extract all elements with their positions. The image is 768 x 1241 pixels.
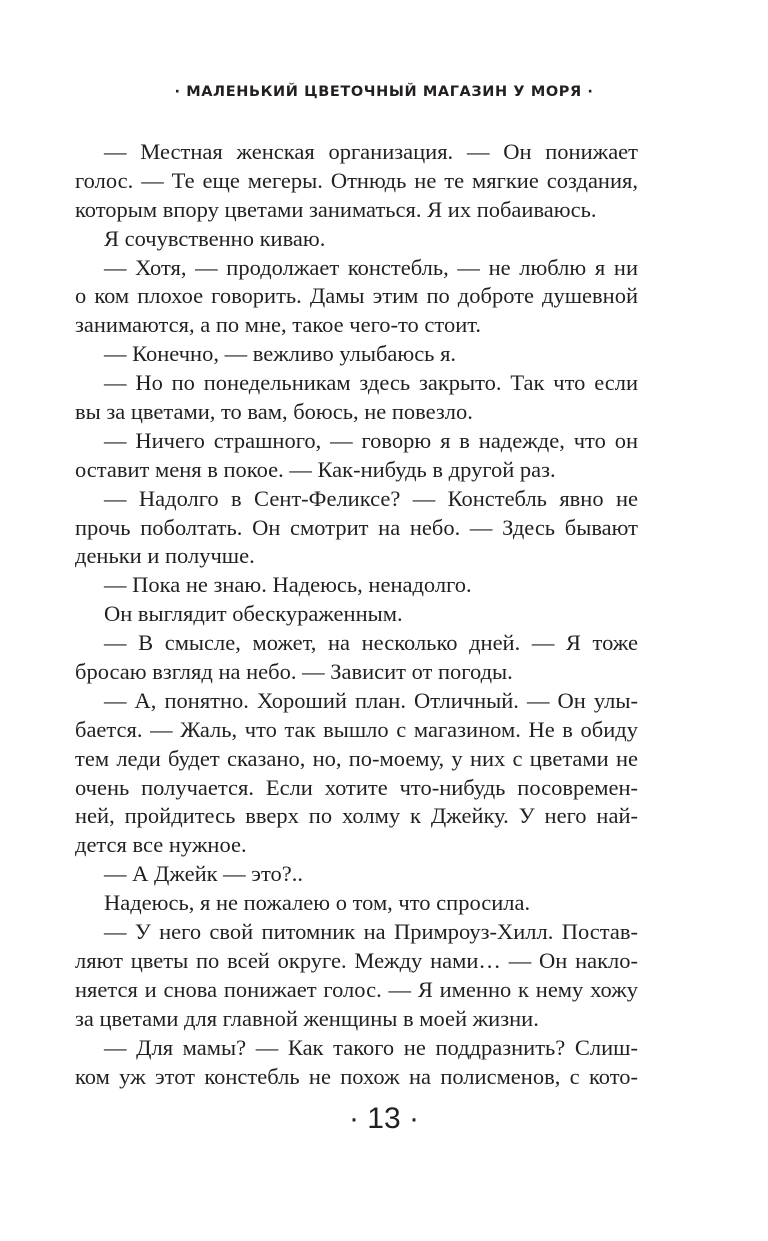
text-line: Он выглядит обескураженным.: [104, 601, 403, 627]
text-line: вы за цветами, то вам, боюсь, не повезло.: [75, 399, 473, 425]
text-line: — В смысле, может, на несколько дней. — Я тоже: [104, 630, 638, 656]
text-line: очень получается. Если хотите что-нибудь посовремен-: [75, 774, 638, 800]
paragraph: [75, 629, 638, 687]
paragraph: [75, 254, 638, 341]
text-line: голос. — Те еще мегеры. Отнюдь не те мягкие создания,: [75, 167, 638, 193]
text-line: — У него свой питомник на Примроуз-Хилл. Постав-: [104, 919, 638, 945]
text-line: — А Джейк — это?..: [104, 861, 303, 887]
text-line: ком уж этот констебль не похож на полисменов, с кото-: [75, 1063, 638, 1089]
text-line: ляют цветы по всей округе. Между нами… — Он накло-: [75, 947, 638, 973]
paragraph: [75, 369, 638, 427]
text-line: бросаю взгляд на небо. — Зависит от погоды.: [75, 659, 513, 685]
text-line: тем леди будет сказано, но, по-моему, у них с цветами не: [75, 745, 638, 771]
running-header: · МАЛЕНЬКИЙ ЦВЕТОЧНЫЙ МАГАЗИН У МОРЯ ·: [174, 84, 594, 100]
text-line: — Надолго в Сент-Феликсе? — Констебль явно не: [104, 485, 638, 511]
text-line: деньки и получше.: [75, 543, 255, 569]
text-line: за цветами для главной женщины в моей жизни.: [75, 1005, 539, 1031]
text-line: Надеюсь, я не пожалею о том, что спросила.: [104, 890, 531, 916]
text-line: — Для мамы? — Как такого не поддразнить? Слиш-: [104, 1034, 638, 1060]
text-line: о ком плохое говорить. Дамы этим по доброте душевной: [75, 283, 638, 309]
text-line: Я сочувственно киваю.: [104, 225, 326, 251]
paragraph: [75, 687, 638, 860]
page-number: · 13 ·: [348, 1102, 420, 1135]
text-line: — Конечно, — вежливо улыбаюсь я.: [104, 341, 457, 367]
paragraph: [75, 600, 638, 629]
text-line: няется и снова понижает голос. — Я именно к нему хожу: [75, 976, 638, 1002]
text-line: — Ничего страшного, — говорю я в надежде, что он: [104, 427, 638, 453]
text-line: занимаются, а по мне, такое чего-то стоит.: [75, 312, 481, 338]
text-line: — А, понятно. Хороший план. Отличный. — Он улы-: [104, 687, 638, 713]
text-line: оставит меня в покое. — Как-нибудь в другой раз.: [75, 456, 556, 482]
text-line: которым впору цветами заниматься. Я их побаиваюсь.: [75, 196, 597, 222]
text-line: ней, пройдитесь вверх по холму к Джейку. У него най-: [75, 803, 638, 829]
text-line: — Местная женская организация. — Он понижает: [104, 139, 638, 164]
paragraph: [75, 860, 638, 889]
paragraph: [75, 1034, 638, 1092]
body-text: [75, 138, 638, 1091]
text-line: — Хотя, — продолжает констебль, — не люблю я ни: [104, 254, 638, 280]
paragraph: [75, 340, 638, 369]
text-line: — Пока не знаю. Надеюсь, ненадолго.: [104, 572, 472, 598]
paragraph: [75, 225, 638, 254]
paragraph: [75, 571, 638, 600]
text-line: прочь поболтать. Он смотрит на небо. — Здесь бывают: [75, 514, 638, 540]
text-line: бается. — Жаль, что так вышло с магазином. Не в обиду: [75, 716, 638, 742]
paragraph: [75, 918, 638, 1034]
text-line: — Но по понедельникам здесь закрыто. Так что если: [104, 370, 638, 396]
paragraph: [75, 485, 638, 572]
paragraph: [75, 138, 638, 225]
paragraph: [75, 427, 638, 485]
paragraph: [75, 889, 638, 918]
text-line: дется все нужное.: [75, 832, 247, 858]
